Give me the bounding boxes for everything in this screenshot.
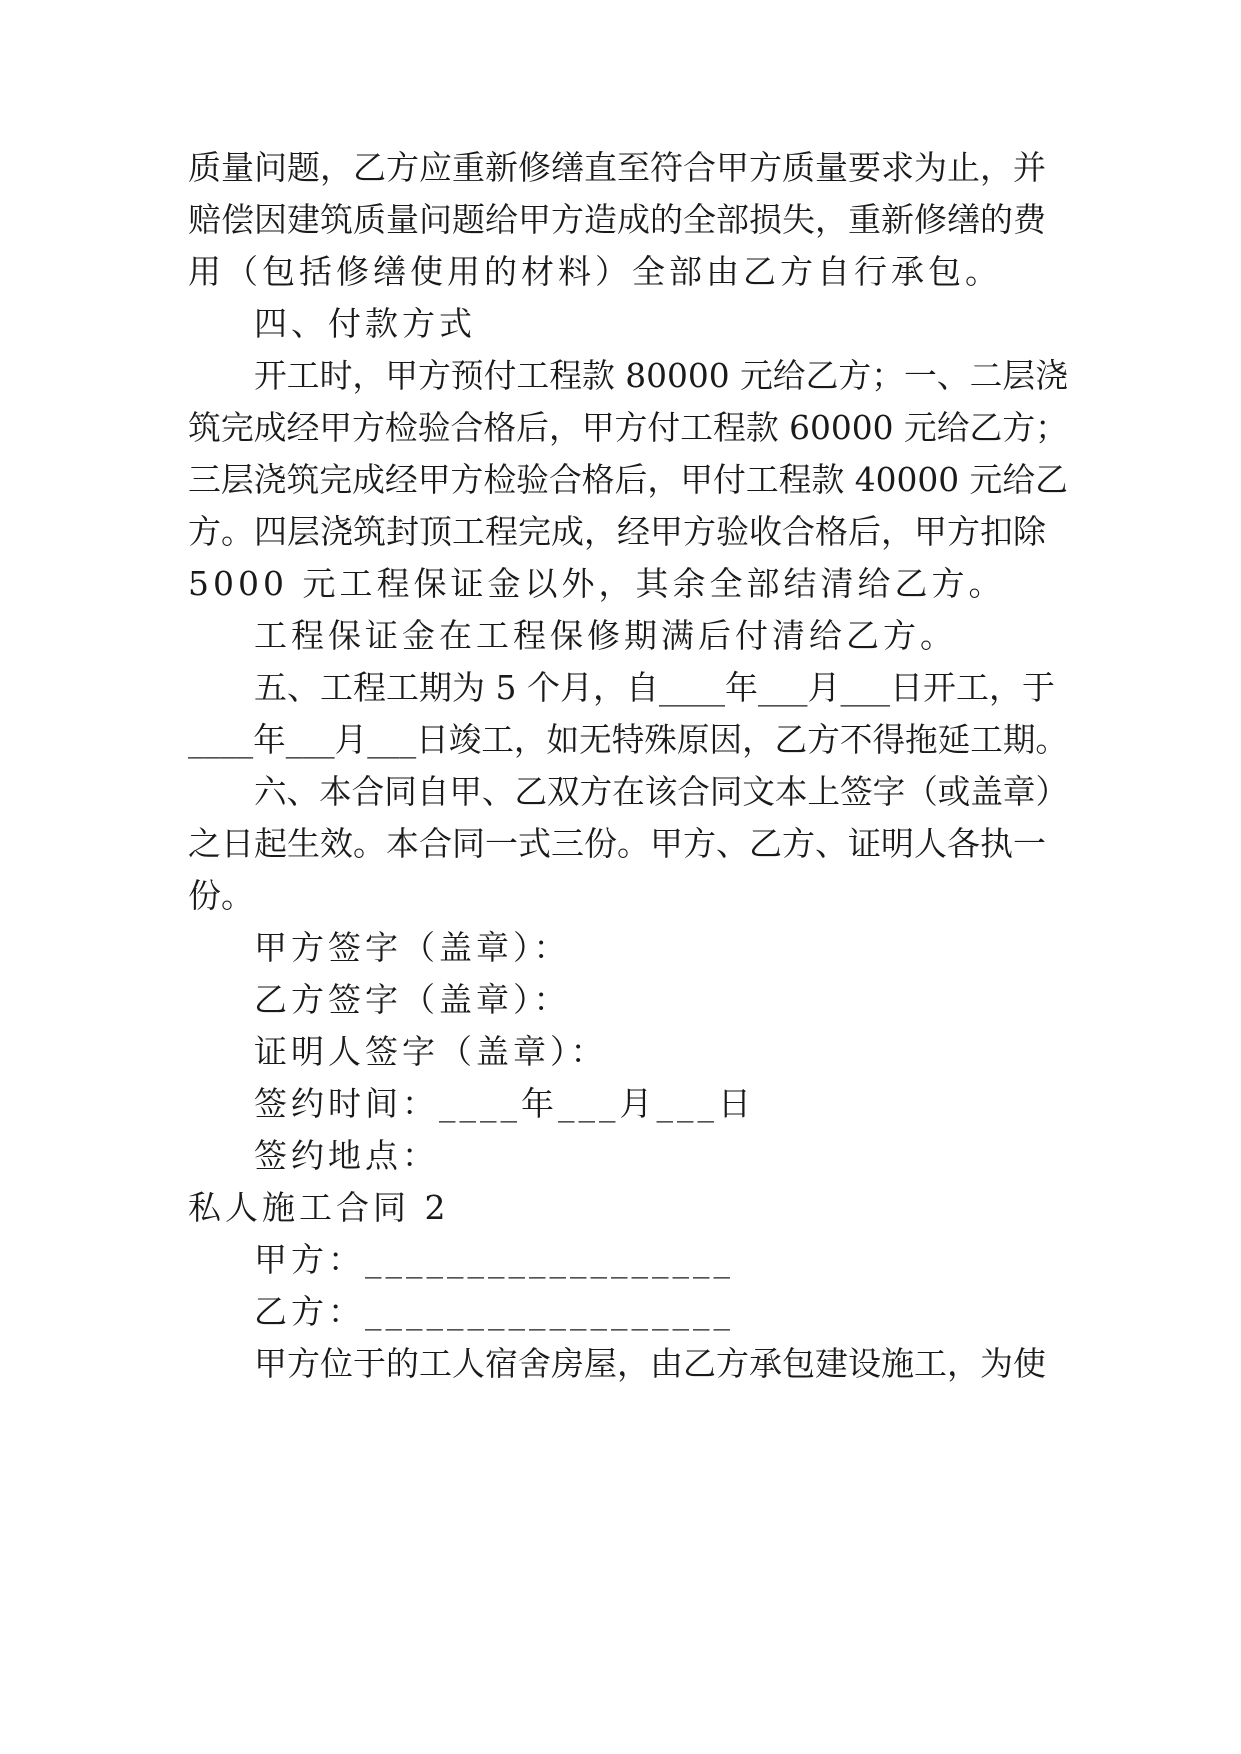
line-text: 用（包括修缮使用的材料）全部由乙方自行承包。 bbox=[188, 252, 1002, 291]
paragraph-line bbox=[188, 138, 1068, 198]
line-text: 工程保证金在工程保修期满后付清给乙方。 bbox=[254, 616, 957, 655]
paragraph-line bbox=[254, 1334, 1068, 1394]
party-b-signature-label: 乙方签字（盖章）： bbox=[254, 980, 571, 1019]
paragraph-line bbox=[188, 190, 1068, 250]
paragraph-line bbox=[188, 554, 1068, 614]
line-text: 筑完成经甲方检验合格后，甲方付工程款 60000 元给乙方； bbox=[188, 408, 1068, 447]
line-text: 方。四层浇筑封顶工程完成，经甲方验收合格后，甲方扣除 bbox=[188, 512, 1046, 551]
paragraph-line bbox=[188, 450, 1068, 510]
line-text: 质量问题，乙方应重新修缮直至符合甲方质量要求为止，并 bbox=[188, 148, 1046, 187]
signing-place-line bbox=[254, 1126, 1068, 1186]
line-text: 三层浇筑完成经甲方检验合格后，甲付工程款 40000 元给乙 bbox=[188, 460, 1068, 499]
line-text: 赔偿因建筑质量问题给甲方造成的全部损失，重新修缮的费 bbox=[188, 200, 1046, 239]
signing-place-label: 签约地点： bbox=[254, 1136, 439, 1175]
paragraph-line bbox=[188, 710, 1068, 770]
paragraph-line bbox=[254, 346, 1068, 406]
section-heading bbox=[254, 294, 1068, 354]
line-text: 5000 元工程保证金以外，其余全部结清给乙方。 bbox=[188, 564, 1006, 603]
line-text: 开工时，甲方预付工程款 80000 元给乙方；一、二层浇 bbox=[254, 356, 1068, 395]
party-a-signature-label: 甲方签字（盖章）： bbox=[254, 928, 571, 967]
party-a-signature-line bbox=[254, 918, 1068, 978]
party-a-label: 甲方：__________________ bbox=[254, 1240, 734, 1279]
line-text: 甲方位于的工人宿舍房屋，由乙方承包建设施工，为使 bbox=[254, 1344, 1046, 1383]
line-text: 之日起生效。本合同一式三份。甲方、乙方、证明人各执一 bbox=[188, 824, 1046, 863]
paragraph-line bbox=[254, 762, 1068, 822]
paragraph-line bbox=[188, 398, 1068, 458]
paragraph-line bbox=[254, 658, 1068, 718]
section-heading-text: 四、付款方式 bbox=[254, 304, 476, 343]
paragraph-line bbox=[188, 502, 1068, 562]
line-text: ____年___月___日竣工，如无特殊原因，乙方不得拖延工期。 bbox=[188, 720, 1068, 759]
signing-date-label: 签约时间：____年___月___日 bbox=[254, 1084, 755, 1123]
paragraph-line bbox=[254, 606, 1068, 666]
witness-signature-label: 证明人签字（盖章）： bbox=[254, 1032, 608, 1071]
paragraph-line bbox=[188, 866, 1068, 926]
party-b-signature-line bbox=[254, 970, 1068, 1030]
contract-title bbox=[188, 1178, 1068, 1238]
paragraph-line bbox=[188, 814, 1068, 874]
paragraph-line bbox=[188, 242, 1068, 302]
party-b-label: 乙方：__________________ bbox=[254, 1292, 734, 1331]
line-text: 五、工程工期为 5 个月，自____年___月___日开工，于 bbox=[254, 668, 1055, 707]
party-a-line bbox=[254, 1230, 1068, 1290]
witness-signature-line bbox=[254, 1022, 1068, 1082]
signing-date-line bbox=[254, 1074, 1068, 1134]
party-b-line bbox=[254, 1282, 1068, 1342]
contract-title-text: 私人施工合同 2 bbox=[188, 1188, 450, 1227]
line-text: 份。 bbox=[188, 876, 254, 915]
line-text: 六、本合同自甲、乙双方在该合同文本上签字（或盖章） bbox=[254, 772, 1068, 811]
